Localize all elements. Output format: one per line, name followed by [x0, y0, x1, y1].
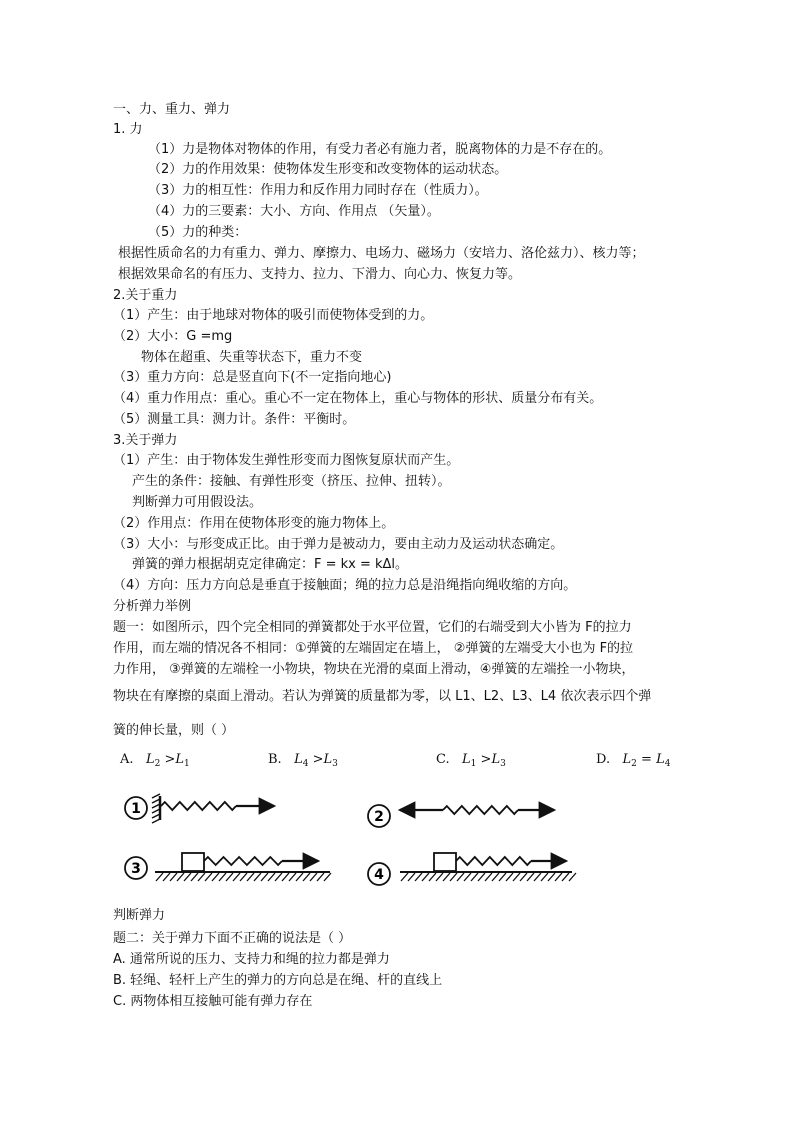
block [434, 853, 456, 871]
paragraph-line: （1）力是物体对物体的作用，有受力者必有施力者，脱离物体的力是不存在的。 [148, 142, 612, 157]
option-b[interactable]: B. $L_4 >L_3$ [268, 752, 338, 769]
paragraph-line: （2）大小：G =mg [113, 329, 233, 344]
figure-label-1: 1 [131, 801, 141, 817]
subheading-gravity: 2.关于重力 [113, 288, 178, 303]
subheading-judge: 判断弹力 [113, 908, 166, 923]
paragraph-line: （2）作用点：作用在使物体形变的施力物体上。 [113, 516, 395, 531]
section-heading-1: 一、力、重力、弹力 [113, 102, 231, 117]
paragraph-line: 物体在超重、失重等状态下，重力不变 [141, 350, 363, 365]
spring-3 [204, 857, 282, 865]
spring-1 [161, 802, 236, 810]
question-2-option-a[interactable]: A. 通常所说的压力、支持力和绳的拉力都是弹力 [113, 952, 390, 967]
subheading-elastic: 3.关于弹力 [113, 433, 178, 448]
paragraph-line: （4）重力作用点：重心。重心不一定在物体上，重心与物体的形状、质量分布有关。 [113, 391, 603, 406]
table-hatch [401, 873, 576, 881]
figure-label-4: 4 [374, 867, 384, 883]
option-c[interactable]: C. $L_1 >L_3$ [436, 752, 506, 769]
paragraph-line: 判断弹力可用假设法。 [132, 495, 263, 510]
paragraph-line: （3）力的相互性：作用力和反作用力同时存在（性质力）。 [148, 183, 488, 198]
figure-2 [368, 805, 554, 827]
paragraph-line: （1）产生：由于物体发生弹性形变而力图恢复原状而产生。 [113, 453, 460, 468]
spring-2 [443, 806, 518, 814]
paragraph-line: 根据效果命名的有压力、支持力、拉力、下滑力、向心力、恢复力等。 [118, 267, 522, 282]
paragraph-line: （4）力的三要素：大小、方向、作用点 （矢量）。 [148, 204, 440, 219]
figure-4 [368, 853, 576, 885]
subheading-examples: 分析弹力举例 [113, 599, 192, 614]
question-2-option-b[interactable]: B. 轻绳、轻杆上产生的弹力的方向总是在绳、杆的直线上 [113, 973, 443, 988]
figure-1 [125, 794, 274, 823]
question-2-stem: 题二：关于弹力下面不正确的说法是（ ） [113, 931, 352, 946]
paragraph-line: 根据性质命名的力有重力、弹力、摩擦力、电场力、磁场力（安培力、洛伦兹力）、核力等； [118, 246, 645, 261]
subheading-force: 1. 力 [113, 122, 143, 137]
question-1-line: 簧的伸长量，则（ ） [113, 723, 235, 738]
question-1-line: 物块在有摩擦的桌面上滑动。若认为弹簧的质量都为零，以 L1、L2、L3、L4 依次表示四个弹 [113, 689, 652, 704]
figure-label-2: 2 [374, 809, 384, 825]
paragraph-line: 弹簧的弹力根据胡克定律确定：F = kx = kΔl。 [132, 557, 409, 572]
spring-4 [456, 857, 531, 865]
paragraph-line: （4）方向：压力方向总是垂直于接触面；绳的拉力总是沿绳指向绳收缩的方向。 [113, 578, 577, 593]
question-1-line: 题一：如图所示，四个完全相同的弹簧都处于水平位置，它们的右端受到大小皆为 F的拉力 [113, 620, 632, 635]
paragraph-line: （3）重力方向：总是竖直向下(不一定指向地心) [113, 370, 392, 385]
paragraph-line: （5）力的种类： [148, 225, 248, 240]
paragraph-line: （3）大小：与形变成正比。由于弹力是被动力，要由主动力及运动状态确定。 [113, 537, 564, 552]
figure-3 [125, 853, 331, 881]
paragraph-line: （1）产生：由于地球对物体的吸引而使物体受到的力。 [113, 308, 434, 323]
block [182, 853, 204, 871]
option-d[interactable]: D. $L_2 = L_4$ [596, 752, 671, 769]
paragraph-line: 产生的条件：接触、有弹性形变（挤压、拉伸、扭转）。 [132, 474, 451, 489]
option-a[interactable]: A. $L_2 >L_1$ [120, 752, 190, 769]
question-2-option-c[interactable]: C. 两物体相互接触可能有弹力存在 [113, 994, 313, 1009]
question-1-line: 力作用， ③弹簧的左端栓一小物块，物块在光滑的桌面上滑动，④弹簧的左端拴一小物块， [113, 662, 635, 677]
question-1-line: 作用，而左端的情况各不相同：①弹簧的左端固定在墙上， ②弹簧的左端受大小也为 F的拉 [113, 641, 634, 656]
paragraph-line: （2）力的作用效果：使物体发生形变和改变物体的运动状态。 [148, 162, 508, 177]
paragraph-line: （5）测量工具：测力计。条件：平衡时。 [113, 412, 356, 427]
table-hatch [156, 873, 331, 881]
figure-label-3: 3 [131, 861, 141, 877]
